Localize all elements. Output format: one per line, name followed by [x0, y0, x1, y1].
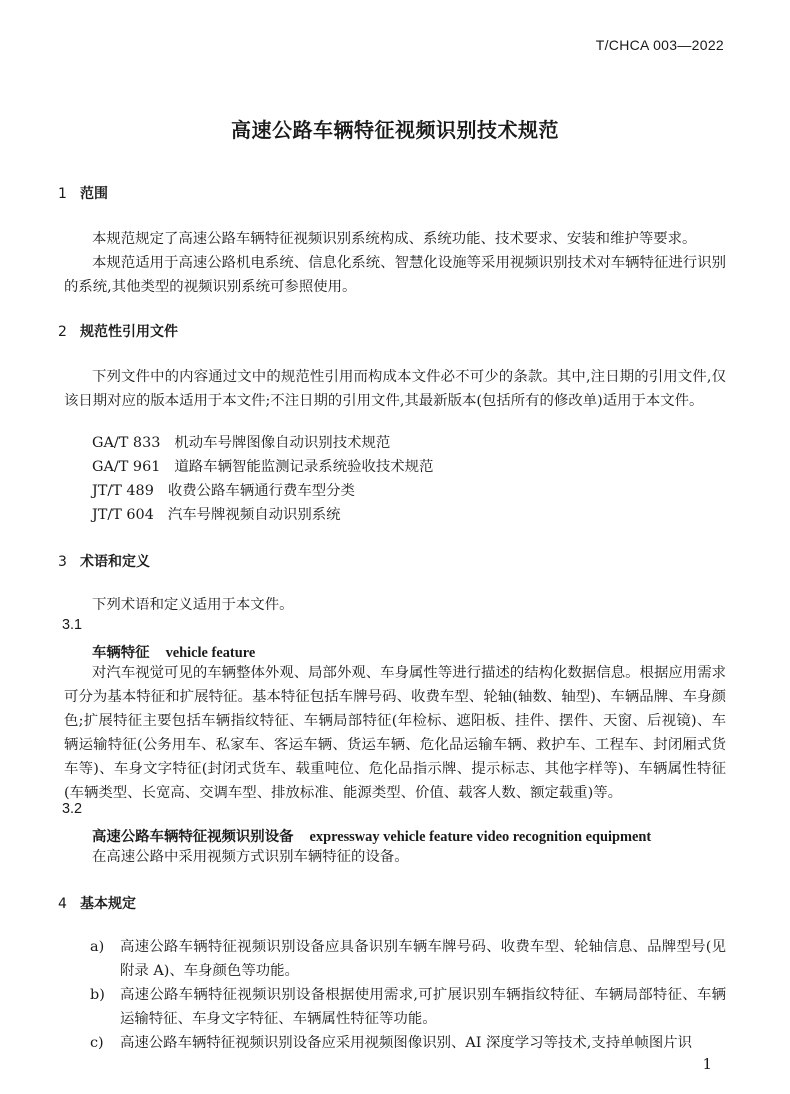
reference-code: GA/T 833 [92, 435, 161, 451]
reference-title: 汽车号牌视频自动识别系统 [167, 507, 341, 523]
reference-title: 收费公路车辆通行费车型分类 [167, 483, 355, 499]
reference-item [92, 455, 433, 479]
section-number: 4 [58, 896, 67, 912]
list-item [90, 935, 726, 983]
section-number: 3 [58, 554, 67, 570]
section-heading-1 [58, 183, 108, 203]
reference-code: JT/T 604 [92, 507, 154, 523]
page-title: 高速公路车辆特征视频识别技术规范 [231, 118, 559, 142]
section-heading-3 [58, 551, 150, 571]
term-zh: 高速公路车辆特征视频识别设备 [92, 828, 294, 845]
reference-item [92, 503, 341, 527]
term-definition: 在高速公路中采用视频方式识别车辆特征的设备。 [92, 849, 409, 865]
paragraph: 本规范规定了高速公路车辆特征视频识别系统构成、系统功能、技术要求、安装和维护等要求。 [92, 231, 697, 247]
section-heading-4 [58, 893, 136, 913]
term-en: expressway vehicle feature video recognition equipment [309, 829, 652, 845]
term-zh: 车辆特征 [92, 644, 150, 661]
paragraph: 下列术语和定义适用于本文件。 [92, 597, 294, 613]
reference-code: JT/T 489 [92, 483, 154, 499]
reference-title: 道路车辆智能监测记录系统验收技术规范 [174, 459, 434, 475]
section-number: 1 [58, 186, 67, 202]
term-heading [92, 641, 255, 662]
term-en: vehicle feature [165, 645, 256, 661]
section-title: 规范性引用文件 [80, 324, 178, 340]
page-number: 1 [702, 1055, 712, 1073]
section-title: 基本规定 [80, 896, 136, 912]
list-item-label: a) [90, 939, 105, 955]
section-number: 2 [58, 324, 67, 340]
list-item-text: 高速公路车辆特征视频识别设备应具备识别车辆车牌号码、收费车型、轮轴信息、品牌型号(见附录 A)、车身颜色等功能。 [120, 939, 726, 979]
reference-code: GA/T 961 [92, 459, 161, 475]
list-item [90, 1031, 726, 1055]
section-heading-2 [58, 321, 178, 341]
reference-item [92, 479, 355, 503]
list-item-label: b) [90, 987, 105, 1003]
list-item [90, 983, 726, 1031]
doc-code: T/CHCA 003—2022 [595, 37, 724, 53]
section-title: 范围 [80, 186, 108, 202]
term-definition: 对汽车视觉可见的车辆整体外观、局部外观、车身属性等进行描述的结构化数据信息。根据应用需求可分为基本特征和扩展特征。基本特征包括车牌号码、收费车型、轮轴(轴数、轴型)、车辆品牌、车身颜色;扩展特征主要包括车辆指纹特征、车辆局部特征(年检标、遮阳板、挂件、摆件、天窗、后视镜)、车辆运输特征(公务用车、私家车、客运车辆、货运车辆、危化品运输车辆、救护车、工程车、封闭厢式货车等)、车身文字特征(封闭式货车、载重吨位、危化品指示牌、提示标志、其他字样等)、车辆属性特征(车辆类型、长宽高、交调车型、排放标准、能源类型、价值、载客人数、额定载重)等。 [64, 665, 726, 801]
paragraph: 本规范适用于高速公路机电系统、信息化系统、智慧化设施等采用视频识别技术对车辆特征进行识别的系统,其他类型的视频识别系统可参照使用。 [64, 255, 726, 295]
term-number: 3.2 [62, 801, 83, 817]
section-title: 术语和定义 [80, 554, 150, 570]
list-item-label: c) [90, 1035, 104, 1051]
paragraph: 下列文件中的内容通过文中的规范性引用而构成本文件必不可少的条款。其中,注日期的引用文件,仅该日期对应的版本适用于本文件;不注日期的引用文件,其最新版本(包括所有的修改单)适用于本文件。 [64, 369, 726, 409]
term-number: 3.1 [62, 617, 83, 633]
list-item-text: 高速公路车辆特征视频识别设备应采用视频图像识别、AI 深度学习等技术,支持单帧图片识 [120, 1035, 693, 1051]
term-heading [92, 825, 651, 846]
reference-title: 机动车号牌图像自动识别技术规范 [174, 435, 391, 451]
list-item-text: 高速公路车辆特征视频识别设备根据使用需求,可扩展识别车辆指纹特征、车辆局部特征、车辆运输特征、车身文字特征、车辆属性特征等功能。 [120, 987, 726, 1027]
reference-item [92, 431, 390, 455]
